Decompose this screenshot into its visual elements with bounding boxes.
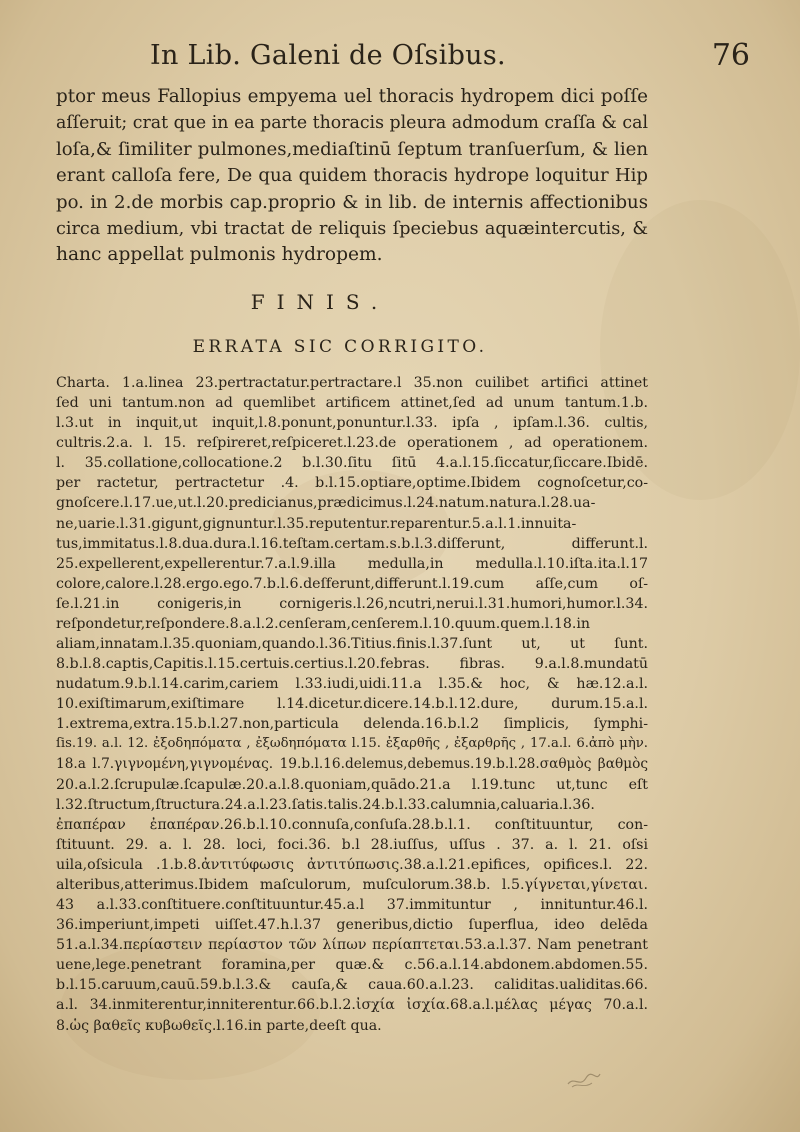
errata-line: gnoſcere.l.17.ue,ut.l.20.predicianus,prædicimus.l.24.natum.natura.l.28.ua- — [56, 495, 596, 512]
errata-line: l.3.ut in inquit,ut inquit,l.8.ponunt,ponuntur.l.33. ipſa , ipſam.l.36. cultis, — [56, 415, 648, 432]
errata-line: alteribus,atterimus.Ibidem maſculorum, muſculorum.38.b. l.5.γίγνεται,γίνεται. — [56, 876, 648, 893]
text-line: hanc appellat pulmonis hydropem. — [56, 244, 383, 266]
text-line: po. in 2.de morbis cap.proprio & in lib. de internis affectionibus — [56, 191, 648, 213]
errata-line: ſe.l.21.in conigeris,in cornigeris.l.26,ncutri,nerui.l.31.humori,humor.l.34. — [56, 595, 648, 612]
errata-line: uene,lege.penetrant foramina,per quæ.& c.56.a.l.14.abdonem.abdomen.55. — [56, 957, 648, 974]
text-line: aſſeruit; crat que in ea parte thoracis pleura admodum craſſa & cal — [56, 113, 648, 134]
errata-line: 18.a l.7.γιγνομένη,γιγνομένας. 19.b.l.16.delemus,debemus.19.b.l.28.σαθμὸς βαθμὸς — [56, 756, 648, 773]
text-line: erant calloſa fere, De qua quidem thoracis hydrope loquitur Hip — [56, 165, 648, 187]
errata-line: l. 35.collatione,collocatione.2 b.l.30.ſitu ſitū 4.a.l.15.ſiccatur,ſiccare.Ibidē. — [56, 455, 648, 472]
text-line: loſa,& ſimiliter pulmones,mediaſtinū ſeptum tranſuerſum, & lien — [56, 138, 648, 160]
text-line: circa medium, vbi tractat de reliquis ſpeciebus aquæintercutis, & — [56, 219, 648, 240]
errata-line: 8.b.l.8.captis,Capitis.l.15.certuis.certius.l.20.febras. fibras. 9.a.l.8.mundatū — [56, 656, 648, 673]
errata-line: 36.imperiunt,impeti uiſſet.47.h.l.37 generibus,dictio ſuperflua, ideo delēda — [56, 917, 648, 934]
running-title: In Lib. Galeni de Oſsibus. — [150, 40, 506, 71]
ink-smudge-mark — [566, 1070, 602, 1090]
errata-line: a.l. 34.inmiterentur,inniterentur.66.b.l.2.ἰσχία ἰσχία.68.a.l.μέλας μέγας 70.a.l. — [56, 997, 648, 1014]
errata-line: nudatum.9.b.l.14.carim,cariem l.33.iudi,uidi.11.a l.35.& hoc, & hæ.12.a.l. — [56, 676, 648, 693]
errata-line: ſed uni tantum.non ad quemlibet artificem attinet,ſed ad unum tantum.1.b. — [56, 395, 648, 412]
text-line: ptor meus Fallopius empyema uel thoracis hydropem dici poſſe — [56, 86, 648, 107]
errata-line: uila,oſsicula .1.b.8.ἀντιτύφωσις ἀντιτύπωσις.38.a.l.21.epifices, opifices.l. 22. — [56, 856, 648, 873]
errata-line: colore,calore.l.28.ergo.ego.7.b.l.6.deſferunt,differunt.l.19.cum aſſe,cum oſ- — [56, 575, 648, 592]
errata-line: tus,immitatus.l.8.dua.dura.l.16.teſtam.certam.s.b.l.3.diſferunt, differunt.l. — [56, 535, 648, 552]
errata-list — [56, 373, 648, 1036]
errata-line: cultris.2.a. l. 15. reſpireret,reſpiceret.l.23.de operationem , ad operationem. — [56, 435, 648, 452]
errata-line: 10.exiſtimarum,exiſtimare l.14.dicetur.dicere.14.b.l.12.dure, durum.15.a.l. — [56, 696, 648, 713]
page-number: 76 — [711, 38, 750, 73]
errata-line: per ractetur, pertractetur .4. b.l.15.optiare,optime.Ibidem cognoſcetur,co- — [56, 475, 648, 492]
errata-line: ἐπαπέραν ἐπαπέραν.26.b.l.10.connuſa,conſuſa.28.b.l.1. conſtituuntur, con- — [56, 816, 648, 833]
errata-line: ne,uarie.l.31.gigunt,gignuntur.l.35.reputentur.reparentur.5.a.l.1.innuita- — [56, 515, 577, 532]
errata-line: Charta. 1.a.linea 23.pertractatur.pertractare.l 35.non cuilibet artifici attinet — [56, 375, 648, 391]
errata-line: l.32.ſtructum,ſtructura.24.a.l.23.ſatis.talis.24.b.l.33.calumnia,caluaria.l.36. — [56, 796, 595, 813]
closing-paragraph — [56, 84, 648, 269]
errata-line: ſis.19. a.l. 12. ἐξοδηπόματα , ἐξωδηπόματα l.15. ἐξαρθῆς , ἐξαρθρῆς , 17.a.l. 6.ἀπὸ μὴν. — [56, 736, 648, 752]
running-head — [150, 38, 750, 82]
errata-line: ſtituunt. 29. a. l. 28. loci, foci.36. b.l 28.iuſſus, uſſus . 37. a. l. 21. oſsi — [56, 836, 648, 853]
errata-line: 20.a.l.2.ſcrupulæ.ſcapulæ.20.a.l.8.quoniam,quādo.21.a l.19.tunc ut,tunc eſt — [56, 776, 648, 793]
errata-line: 1.extrema,extra.15.b.l.27.non,particula delenda.16.b.l.2 ſimplicis, ſymphi- — [56, 716, 648, 733]
errata-line: 25.expellerent,expellerentur.7.a.l.9.illa medulla,in medulla.l.10.iſta.ita.l.17 — [56, 555, 648, 572]
errata-line: b.l.15.caruum,cauū.59.b.l.3.& cauſa,& caua.60.a.l.23. caliditas.ualiditas.66. — [56, 977, 648, 994]
finis-heading: FINIS. — [250, 290, 390, 314]
errata-line: aliam,innatam.l.35.quoniam,quando.l.36.Titius.finis.l.37.ſunt ut, ut ſunt. — [56, 636, 648, 653]
errata-line: 43 a.l.33.conſtituere.conſtituuntur.45.a.l 37.immituntur , innituntur.46.l. — [56, 897, 648, 914]
errata-line: reſpondetur,reſpondere.8.a.l.2.cenſeram,cenſerem.l.10.quum.quem.l.18.in — [56, 615, 591, 632]
errata-line: 8.ὡς βαθεῖς κυβωθεῖς.l.16.in parte,deeſt qua. — [56, 1017, 382, 1034]
errata-heading: ERRATA SIC CORRIGITO. — [192, 337, 488, 357]
errata-line: 51.a.l.34.περίαστειν περίαστον τῶν λίπων περίαπτεται.53.a.l.37. Nam penetrant — [56, 937, 648, 954]
